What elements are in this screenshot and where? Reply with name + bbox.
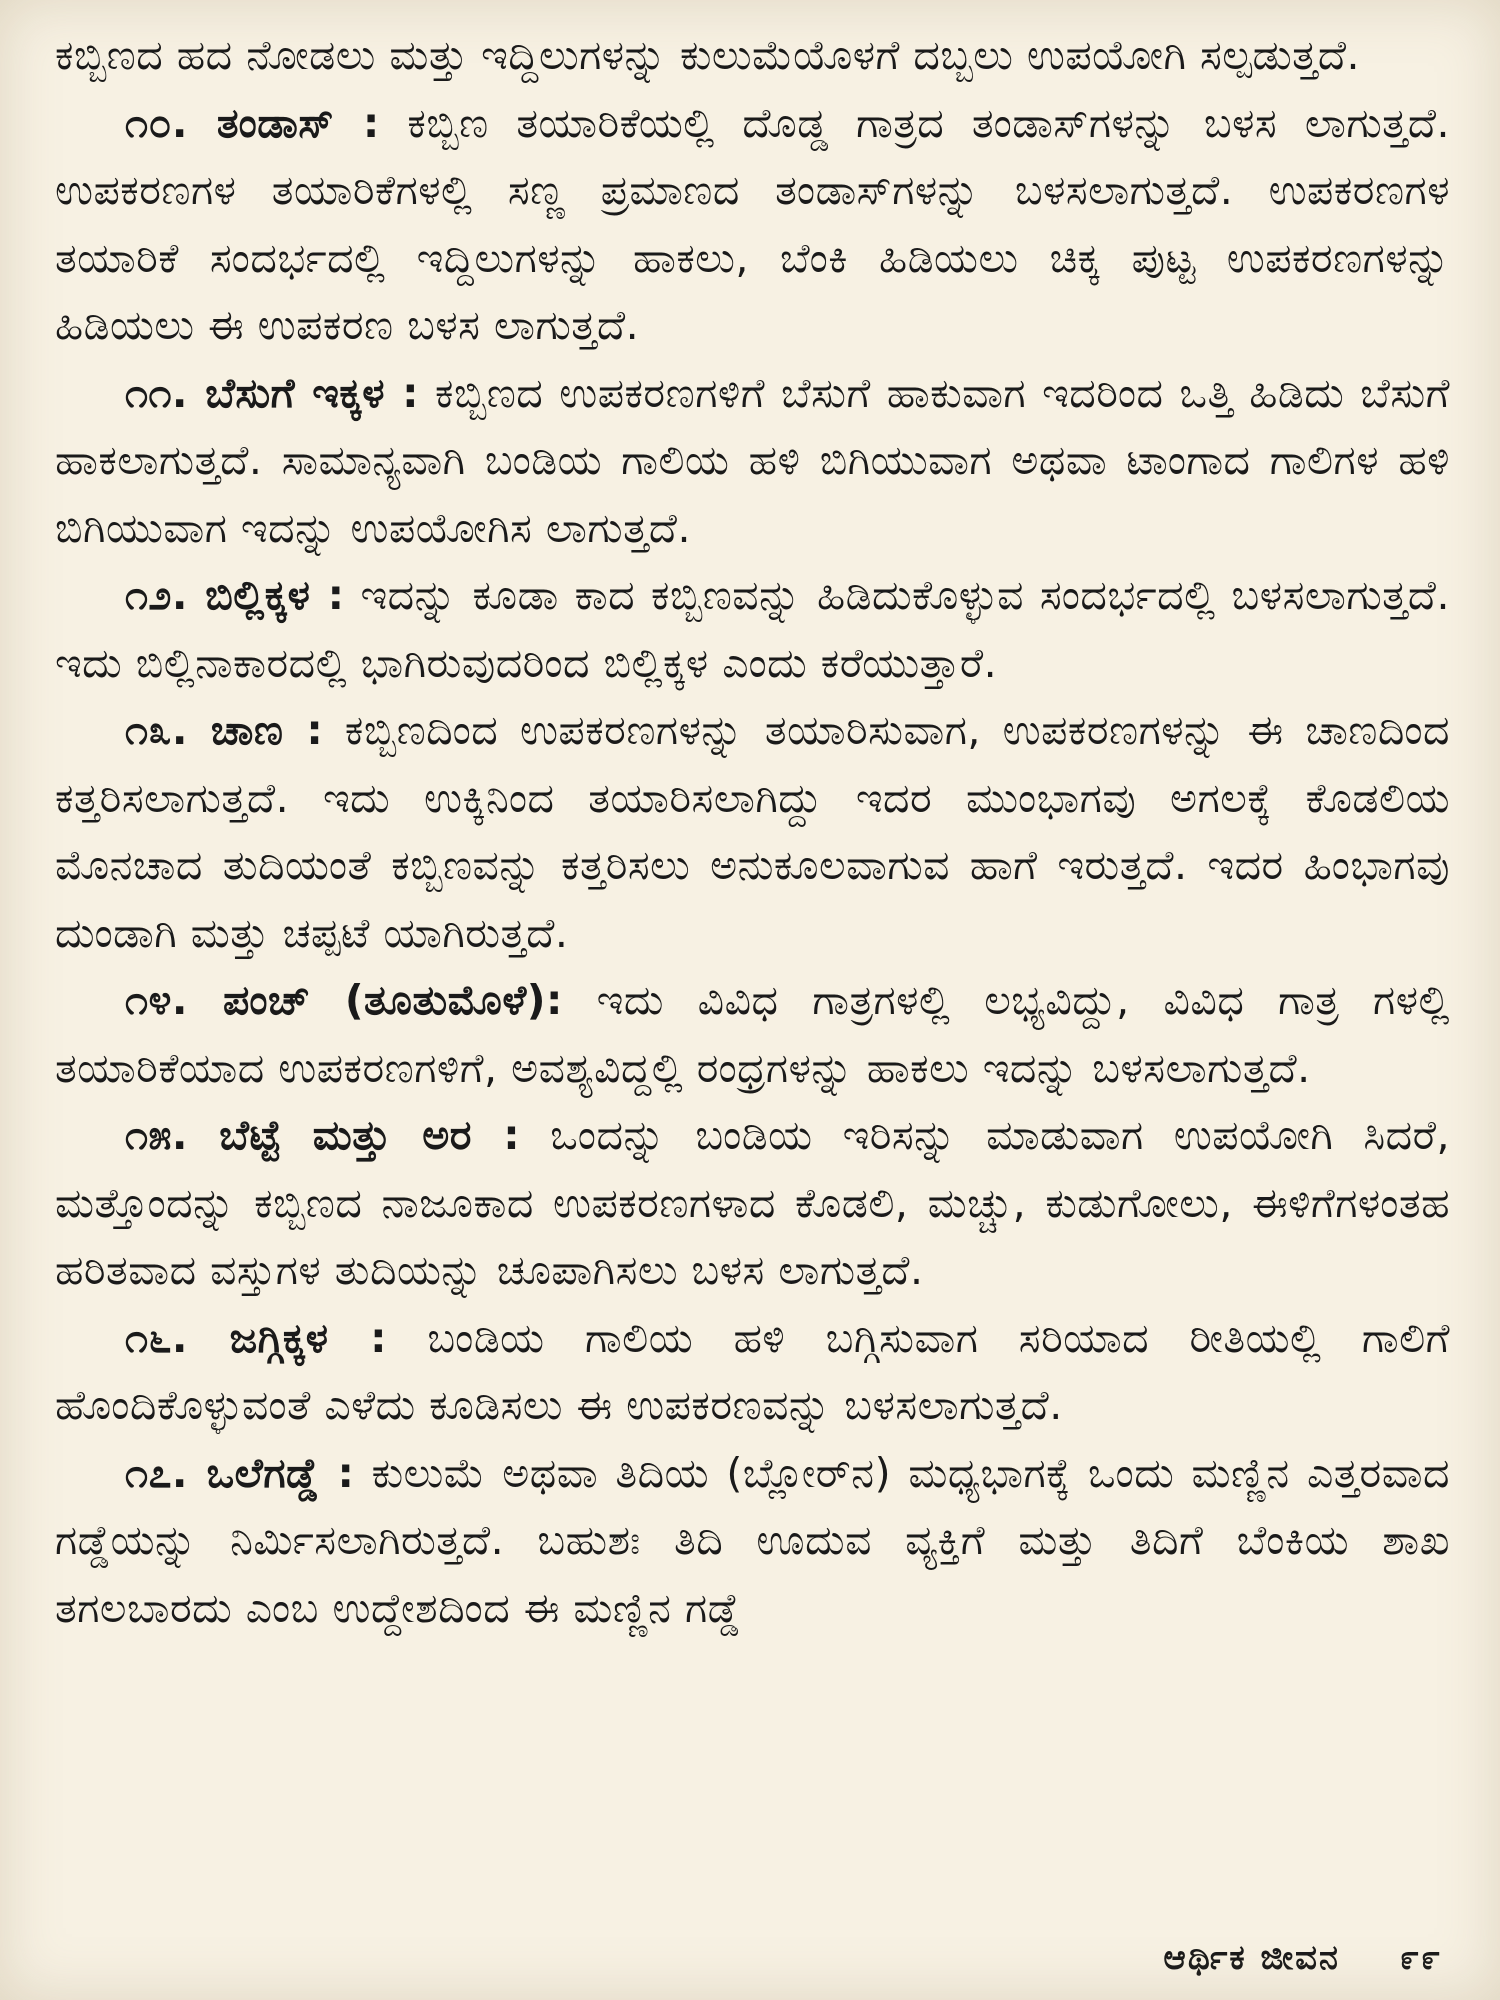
- paragraph-text: ಕಬ್ಬಿಣ ತಯಾರಿಕೆಯಲ್ಲಿ ದೊಡ್ಡ ಗಾತ್ರದ ತಂಡಾಸ್‌ಗಳನ್ನು ಬಳಸ ಲಾಗುತ್ತದೆ. ಉಪಕರಣಗಳ ತಯಾರಿಕೆಗಳಲ್ಲಿ ಸಣ್ಣ ಪ್ರಮಾಣದ ತಂಡಾಸ್‌ಗಳನ್ನು ಬಳಸಲಾಗುತ್ತದೆ. ಉಪಕರಣಗಳ ತಯಾರಿಕೆ ಸಂದರ್ಭದಲ್ಲಿ ಇದ್ದಿಲುಗಳನ್ನು ಹಾಕಲು, ಬೆಂಕಿ ಹಿಡಿಯಲು ಚಿಕ್ಕ ಪುಟ್ಟ ಉಪಕರಣಗಳನ್ನು ಹಿಡಿಯಲು ಈ ಉಪಕರಣ ಬಳಸ ಲಾಗುತ್ತದೆ.: [55, 98, 1450, 349]
- page-body: [55, 22, 1450, 1642]
- paragraph-text: ಒಂದನ್ನು ಬಂಡಿಯ ಇರಿಸನ್ನು ಮಾಡುವಾಗ ಉಪಯೋಗಿ ಸಿದರೆ, ಮತ್ತೊಂದನ್ನು ಕಬ್ಬಿಣದ ನಾಜೂಕಾದ ಉಪಕರಣಗಳಾದ ಕೊಡಲಿ, ಮಚ್ಚು, ಕುಡುಗೋಲು, ಈಳಿಗೆಗಳಂತಹ ಹರಿತವಾದ ವಸ್ತುಗಳ ತುದಿಯನ್ನು ಚೂಪಾಗಿಸಲು ಬಳಸ ಲಾಗುತ್ತದೆ.: [55, 1111, 1451, 1294]
- item-heading: ೧೦. ತಂಡಾಸ್ :: [125, 98, 380, 147]
- paragraph-text: ಕುಲುಮೆ ಅಥವಾ ತಿದಿಯ (ಬ್ಲೋರ್‌ನ) ಮಧ್ಯಭಾಗಕ್ಕೆ ಒಂದು ಮಣ್ಣಿನ ಎತ್ತರವಾದ ಗಡ್ಡೆಯನ್ನು ನಿರ್ಮಿಸಲಾಗಿರುತ್ತದೆ. ಬಹುಶಃ ತಿದಿ ಊದುವ ವ್ಯಕ್ತಿಗೆ ಮತ್ತು ತಿದಿಗೆ ಬೆಂಕಿಯ ಶಾಖ ತಗಲಬಾರದು ಎಂಬ ಉದ್ದೇಶದಿಂದ ಈ ಮಣ್ಣಿನ ಗಡ್ಡೆ: [55, 1448, 1450, 1632]
- paragraph-item-17: [55, 1440, 1450, 1643]
- paragraph-item-11: [55, 360, 1450, 563]
- item-heading: ೧೪. ಪಂಚ್ (ತೂತುಮೊಳೆ):: [125, 976, 563, 1024]
- item-heading: ೧೨. ಬಿಲ್ಲಿಕ್ಕಳ :: [125, 571, 345, 619]
- page-footer: [1163, 1938, 1442, 1978]
- item-heading: ೧೭. ಒಲೆಗಡ್ಡೆ :: [125, 1448, 355, 1497]
- paragraph-text: ಬಂಡಿಯ ಗಾಲಿಯ ಹಳಿ ಬಗ್ಗಿಸುವಾಗ ಸರಿಯಾದ ರೀತಿಯಲ್ಲಿ ಗಾಲಿಗೆ ಹೊಂದಿಕೊಳ್ಳುವಂತೆ ಎಳೆದು ಕೂಡಿಸಲು ಈ ಉಪಕರಣವನ್ನು ಬಳಸಲಾಗುತ್ತದೆ.: [55, 1313, 1451, 1429]
- item-heading: ೧೬. ಜಗ್ಗಿಕ್ಕಳ :: [125, 1313, 388, 1362]
- paragraph-item-12: [55, 562, 1450, 697]
- footer-title: ಆರ್ಥಿಕ ಜೀವನ: [1163, 1938, 1340, 1978]
- page-number: ೯೯: [1399, 1938, 1442, 1978]
- paragraph-text: ಇದು ವಿವಿಧ ಗಾತ್ರಗಳಲ್ಲಿ ಲಭ್ಯವಿದ್ದು, ವಿವಿಧ ಗಾತ್ರ ಗಳಲ್ಲಿ ತಯಾರಿಕೆಯಾದ ಉಪಕರಣಗಳಿಗೆ, ಅವಶ್ಯವಿದ್ದಲ್ಲಿ ರಂಧ್ರಗಳನ್ನು ಹಾಕಲು ಇದನ್ನು ಬಳಸಲಾಗುತ್ತದೆ.: [55, 976, 1450, 1092]
- paragraph-item-16: [55, 1305, 1450, 1440]
- paragraph-item-15: [55, 1102, 1450, 1305]
- paragraph-item-10: [55, 90, 1450, 360]
- paragraph-text: ಕಬ್ಬಿಣದಿಂದ ಉಪಕರಣಗಳನ್ನು ತಯಾರಿಸುವಾಗ, ಉಪಕರಣಗಳನ್ನು ಈ ಚಾಣದಿಂದ ಕತ್ತರಿಸಲಾಗುತ್ತದೆ. ಇದು ಉಕ್ಕಿನಿಂದ ತಯಾರಿಸಲಾಗಿದ್ದು ಇದರ ಮುಂಭಾಗವು ಅಗಲಕ್ಕೆ ಕೊಡಲಿಯ ಮೊನಚಾದ ತುದಿಯಂತೆ ಕಬ್ಬಿಣವನ್ನು ಕತ್ತರಿಸಲು ಅನುಕೂಲವಾಗುವ ಹಾಗೆ ಇರುತ್ತದೆ. ಇದರ ಹಿಂಭಾಗವು ದುಂಡಾಗಿ ಮತ್ತು ಚಪ್ಪಟೆ ಯಾಗಿರುತ್ತದೆ.: [55, 706, 1450, 957]
- paragraph-text: ಕಬ್ಬಿಣದ ಹದ ನೋಡಲು ಮತ್ತು ಇದ್ದಿಲುಗಳನ್ನು ಕುಲುಮೆಯೊಳಗೆ ದಬ್ಬಲು ಉಪಯೋಗಿ ಸಲ್ಪಡುತ್ತದೆ.: [55, 31, 1361, 79]
- item-heading: ೧೫. ಬೆಟ್ಟೆ ಮತ್ತು ಅರ :: [125, 1111, 521, 1159]
- paragraph-text: ಕಬ್ಬಿಣದ ಉಪಕರಣಗಳಿಗೆ ಬೆಸುಗೆ ಹಾಕುವಾಗ ಇದರಿಂದ ಒತ್ತಿ ಹಿಡಿದು ಬೆಸುಗೆ ಹಾಕಲಾಗುತ್ತದೆ. ಸಾಮಾನ್ಯವಾಗಿ ಬಂಡಿಯ ಗಾಲಿಯ ಹಳಿ ಬಿಗಿಯುವಾಗ ಅಥವಾ ಟಾಂಗಾದ ಗಾಲಿಗಳ ಹಳಿ ಬಿಗಿಯುವಾಗ ಇದನ್ನು ಉಪಯೋಗಿಸ ಲಾಗುತ್ತದೆ.: [55, 368, 1450, 552]
- paragraph-continuation: [55, 22, 1450, 90]
- paragraph-text: ಇದನ್ನು ಕೂಡಾ ಕಾದ ಕಬ್ಬಿಣವನ್ನು ಹಿಡಿದುಕೊಳ್ಳುವ ಸಂದರ್ಭದಲ್ಲಿ ಬಳಸಲಾಗುತ್ತದೆ. ಇದು ಬಿಲ್ಲಿನಾಕಾರದಲ್ಲಿ ಭಾಗಿರುವುದರಿಂದ ಬಿಲ್ಲಿಕ್ಕಳ ಎಂದು ಕರೆಯುತ್ತಾರೆ.: [55, 571, 1450, 687]
- paragraph-item-13: [55, 697, 1450, 967]
- item-heading: ೧೧. ಬೆಸುಗೆ ಇಕ್ಕಳ :: [125, 368, 420, 417]
- paragraph-item-14: [55, 967, 1450, 1102]
- item-heading: ೧೩. ಚಾಣ :: [125, 706, 324, 754]
